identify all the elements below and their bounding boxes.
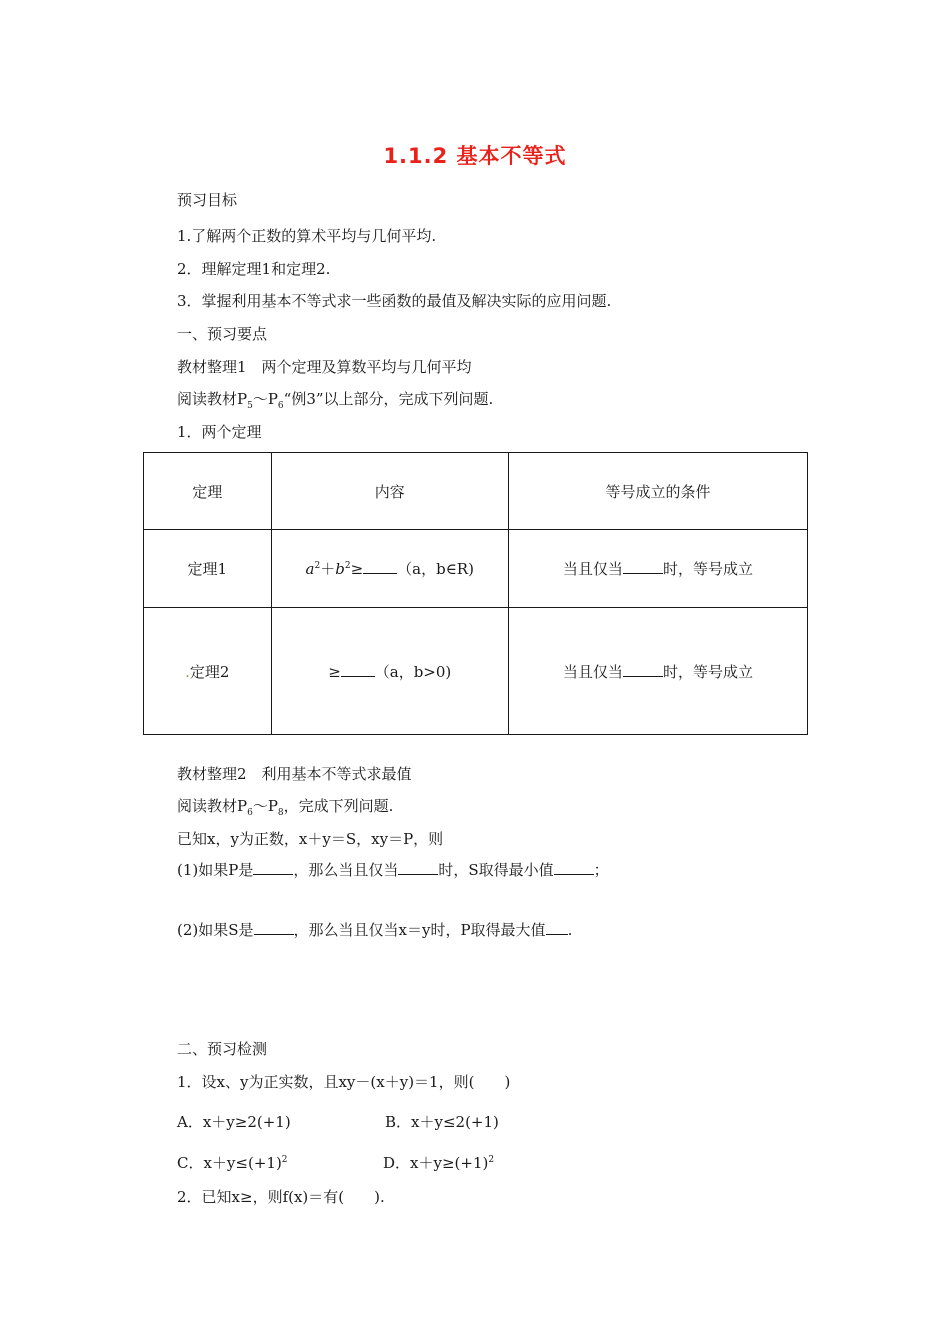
geq-sign: ≥: [350, 560, 364, 578]
problem-1: 1．设x、y为正实数，且xy－(x＋y)＝1，则( ): [177, 1073, 511, 1091]
theorem1-content: [271, 530, 508, 608]
theorem2-label: 定理2: [189, 662, 230, 681]
question-2: [177, 920, 572, 940]
part2-read-sub2: 8: [277, 808, 284, 818]
given-statement: 已知x，y为正数，x＋y＝S，xy＝P，则: [177, 830, 444, 848]
theorem2-condition: [508, 608, 807, 735]
goal-item-1: 1.了解两个正数的算术平均与几何平均.: [177, 227, 437, 245]
exp-b: 2: [344, 561, 351, 571]
header-content: 内容: [271, 453, 508, 530]
q2-part-a: (2)如果S是: [177, 921, 254, 939]
theorem1-domain: （a，b∈R): [397, 560, 474, 578]
fill-blank: [398, 860, 438, 875]
condition-post: 时，等号成立: [662, 560, 753, 578]
q2-part-c: .: [567, 921, 573, 939]
q1-part-b: ，那么当且仅当: [293, 861, 399, 879]
var-b: b: [335, 560, 345, 578]
part2-read-pre: 阅读教材P: [177, 797, 248, 815]
part1-read-sub2: 6: [277, 401, 284, 411]
problem-1-option-d: [383, 1150, 494, 1173]
part2-title: 教材整理2 利用基本不等式求最值: [177, 765, 412, 783]
part1-title: 教材整理1 两个定理及算数平均与几何平均: [177, 358, 472, 376]
theorem2-domain: （a，b>0): [374, 662, 452, 681]
fill-blank: [546, 920, 568, 935]
option-d-text: D．x＋y≥(+1): [383, 1154, 489, 1172]
part1-read-pre: 阅读教材P: [177, 390, 248, 408]
part1-read-mid: ～P: [252, 390, 278, 408]
condition-pre: 当且仅当: [562, 662, 623, 681]
option-c-text: C．x＋y≤(+1): [177, 1154, 282, 1172]
question-1: [177, 860, 609, 880]
var-a: a: [305, 560, 315, 578]
table-row: [144, 530, 808, 608]
q2-part-b: ，那么当且仅当x＝y时，P取得最大值: [293, 921, 546, 939]
fill-blank: [253, 860, 293, 875]
problem-1-option-b: B．x＋y≤2(+1): [385, 1113, 499, 1131]
header-condition: 等号成立的条件: [508, 453, 807, 530]
goal-item-3: 3．掌握利用基本不等式求一些函数的最值及解决实际的应用问题.: [177, 292, 612, 310]
table-row: [144, 608, 808, 735]
part1-read-sub1: 5: [247, 401, 253, 411]
page-title: 1.1.2 基本不等式: [383, 144, 567, 168]
fill-blank: [363, 559, 397, 574]
part2-read-sub1: 6: [247, 808, 253, 818]
fill-blank: [623, 559, 663, 574]
header-theorem: 定理: [144, 453, 272, 530]
goals-heading: 预习目标: [177, 191, 238, 209]
problem-2: 2．已知x≥，则f(x)＝有( ).: [177, 1188, 385, 1206]
option-d-exp: 2: [488, 1155, 495, 1165]
fill-blank: [554, 860, 594, 875]
option-c-exp: 2: [281, 1155, 288, 1165]
exp-a: 2: [314, 561, 321, 571]
part1-reading: [177, 389, 493, 416]
fill-blank: [254, 920, 294, 935]
theorem1-name: 定理1: [144, 530, 272, 608]
q1-part-c: 时，S取得最小值: [438, 861, 554, 879]
problem-1-option-a: A．x＋y≥2(+1): [177, 1113, 291, 1131]
part1-read-post: “例3”以上部分，完成下列问题.: [283, 390, 494, 408]
condition-post: 时，等号成立: [662, 662, 753, 681]
problem-1-option-c: [177, 1150, 288, 1173]
theorem2-name: .定理2: [144, 608, 272, 735]
part2-reading: [177, 796, 393, 823]
geq-sign: ≥: [328, 662, 341, 681]
condition-pre: 当且仅当: [562, 560, 623, 578]
part2-read-post: ，完成下列问题.: [283, 797, 394, 815]
q1-part-a: (1)如果P是: [177, 861, 254, 879]
fill-blank: [341, 662, 375, 677]
section-heading-2: 二、预习检测: [177, 1040, 268, 1058]
goal-item-2: 2．理解定理1和定理2.: [177, 260, 331, 278]
plus-sign: ＋: [320, 560, 336, 578]
part2-read-mid: ～P: [252, 797, 278, 815]
section-heading-1: 一、预习要点: [177, 325, 268, 343]
theorem1-condition: [508, 530, 807, 608]
theorem2-content: [271, 608, 508, 735]
fill-blank: [623, 662, 663, 677]
table-header-row: [144, 453, 808, 530]
theorems-table: [143, 452, 808, 735]
q1-part-d: ；: [593, 861, 609, 879]
part1-subheading: 1．两个定理: [177, 423, 262, 441]
